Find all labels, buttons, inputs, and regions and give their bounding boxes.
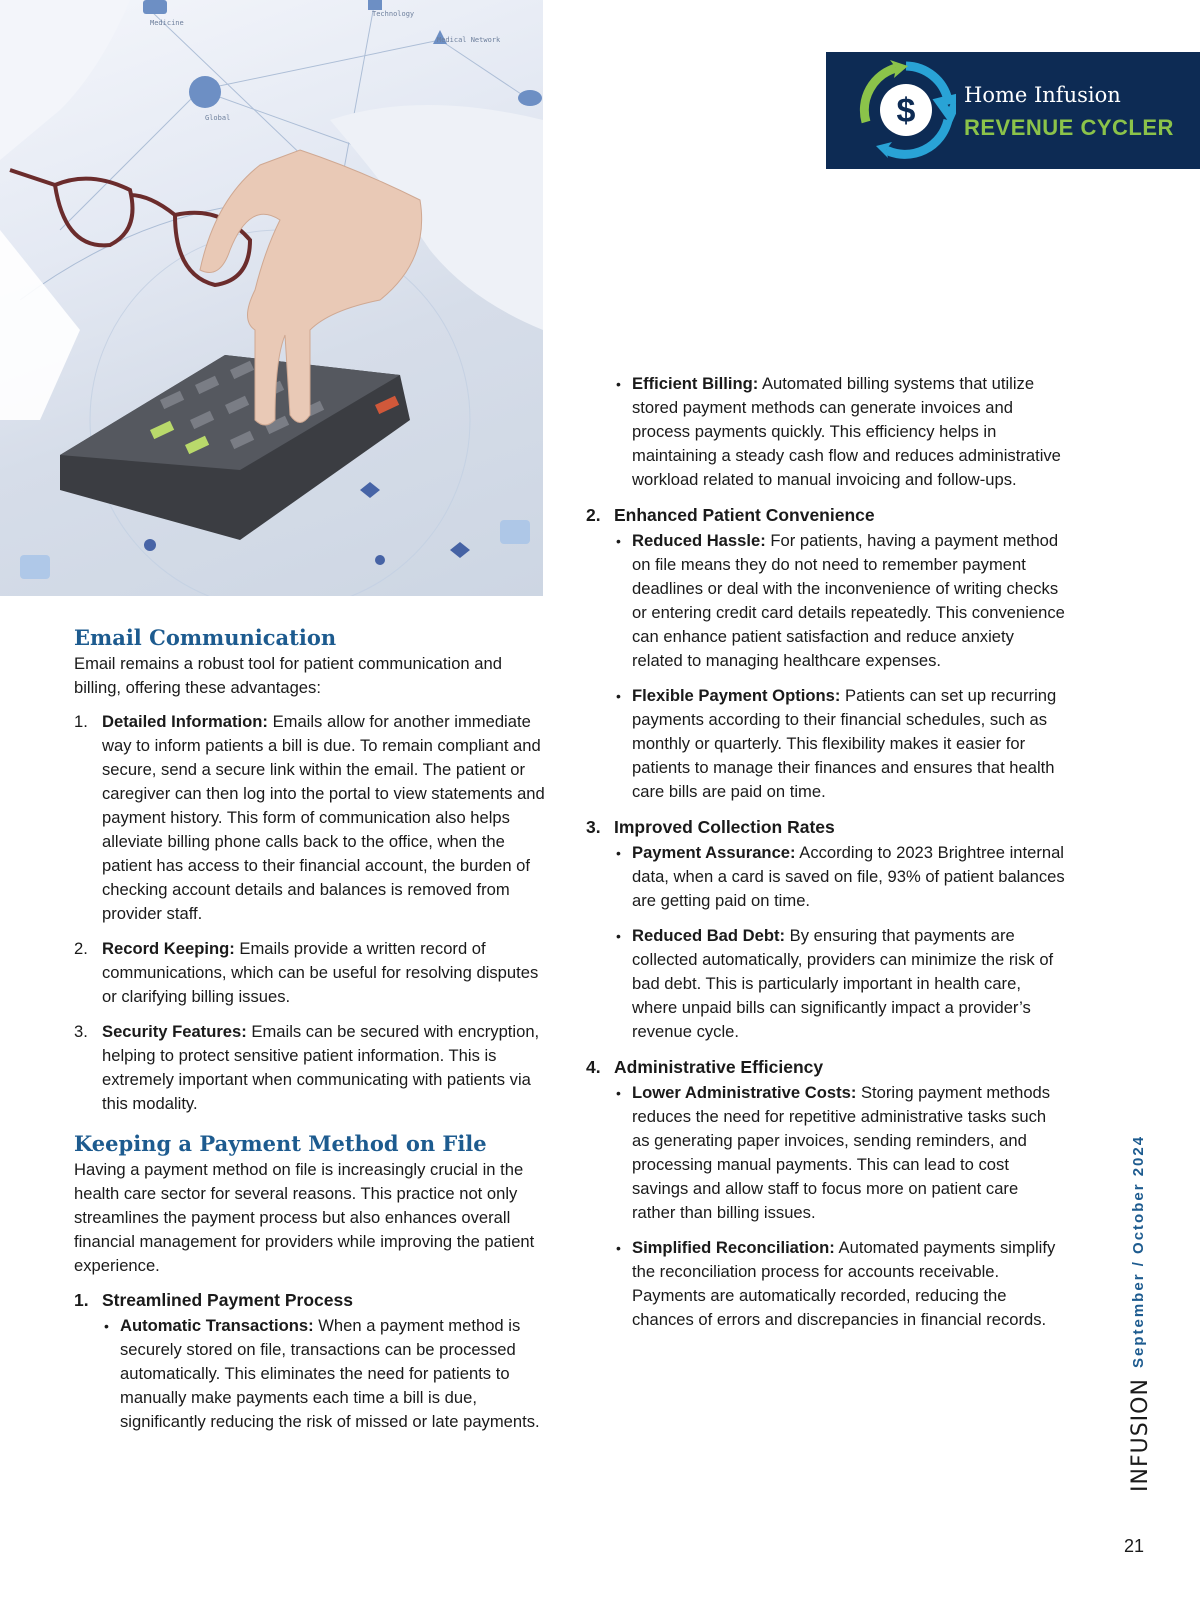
payment-method-intro: Having a payment method on file is increasingly crucial in the health care sector for several reasons. This practice not only streamlines the payment process but also enhances overall financial management for providers while improving the patient experience. (74, 1160, 535, 1275)
photo-label-network: Medical Network (437, 36, 501, 44)
email-advantages-list (74, 710, 546, 1116)
photo-label-global: Global (205, 114, 231, 122)
section-title: Enhanced Patient Convenience (614, 505, 875, 525)
list-item: 2. Record Keeping: Emails provide a written record of communications, which can be useful for resolving disputes or clarifying billing issues. (74, 939, 539, 1006)
section-streamlined-payment: 1. Streamlined Payment Process • Automatic Transactions: When a payment method is securely stored on file, transactions can be processed automatically. This eliminates the need for patients to manually make payments each time a bill is due, significantly reducing the risk of missed or late payments. (74, 1288, 546, 1434)
technology-icon (368, 0, 382, 10)
section-administrative-efficiency: 4. Administrative Efficiency • Lower Administrative Costs: Storing payment methods reduces the need for repetitive administrative tasks such as generating paper invoices, sending reminders, and processing manual payments. This can lead to cost savings and allow staff to focus more on patient care rather than billing issues. • Simplified Reconciliation: Automated payments simplify the reconciliation process for accounts receivable. Payments are automatically recorded, reducing the chances of errors and discrepancies in financial records. (586, 1055, 1066, 1332)
infusion-logo: INFUSION (1128, 1378, 1153, 1492)
bullet-list (614, 372, 1066, 492)
banner-title-line1: Home Infusion (964, 83, 1121, 107)
list-item: • Payment Assurance: According to 2023 Brightree internal data, when a card is saved on file, 93% of patient balances are getting paid on time. (614, 841, 1066, 913)
calculator-photo-illustration (0, 0, 543, 596)
photo-label-technology: Technology (372, 10, 415, 18)
section-collection-rates: 3. Improved Collection Rates • Payment Assurance: According to 2023 Brightree internal data, when a card is saved on file, 93% of patient balances are getting paid on time. • Reduced Bad Debt: By ensuring that payments are collected automatically, providers can minimize the risk of bad debt. This is particularly important in health care, where unpaid bills can significantly impact a provider’s revenue cycle. (586, 815, 1066, 1044)
revenue-cycle-dollar-icon (856, 60, 956, 160)
list-item: • Efficient Billing: Automated billing systems that utilize stored payment methods can generate invoices and process payments quickly. This efficiency helps in maintaining a steady cash flow and reduces administrative workload related to manual invoicing and follow-ups. (614, 372, 1066, 492)
list-item: • Lower Administrative Costs: Storing payment methods reduces the need for repetitive administrative tasks such as generating paper invoices, sending reminders, and processing manual payments. This can lead to cost savings and allow staff to focus more on patient care rather than billing issues. (614, 1081, 1066, 1225)
bullet-list (614, 1081, 1066, 1332)
page-number: 21 (1124, 1536, 1145, 1556)
list-item: 3. Security Features: Emails can be secured with encryption, helping to protect sensitive patient information. This is extremely important when communicating with patients via this modality. (74, 1022, 540, 1113)
eye-icon (518, 90, 542, 106)
left-column (74, 624, 546, 1445)
hero-photo (0, 0, 543, 596)
list-item: • Automatic Transactions: When a payment method is securely stored on file, transactions can be processed automatically. This eliminates the need for patients to manually make payments each time a bill is due, significantly reducing the risk of missed or late payments. (102, 1314, 546, 1434)
issue-date: September / October 2024 (1130, 1134, 1147, 1368)
medicine-icon (143, 0, 167, 14)
revenue-cycler-banner (826, 52, 1200, 169)
payment-method-heading: Keeping a Payment Method on File (74, 1131, 487, 1156)
list-item: • Reduced Hassle: For patients, having a payment method on file means they do not need to remember payment deadlines or deal with the inconvenience of writing checks or entering credit card details repeatedly. This convenience can enhance patient satisfaction and reduce anxiety related to managing healthcare expenses. (614, 529, 1066, 673)
bullet-list (614, 529, 1066, 804)
list-item: • Flexible Payment Options: Patients can set up recurring payments according to their financial schedules, such as monthly or quarterly. This flexibility makes it easier for patients to manage their finances and ensures that health care bills are paid on time. (614, 684, 1066, 804)
calculator-icon (60, 355, 410, 540)
globe-icon (189, 76, 221, 108)
svg-text:$: $ (896, 92, 916, 130)
photo-label-medicine: Medicine (150, 19, 184, 27)
section-title: Streamlined Payment Process (102, 1290, 353, 1310)
list-item: • Reduced Bad Debt: By ensuring that payments are collected automatically, providers can minimize the risk of bad debt. This is particularly important in health care, where unpaid bills can significantly impact a provider’s revenue cycle. (614, 924, 1066, 1044)
right-column (586, 370, 1066, 1343)
email-intro: Email remains a robust tool for patient communication and billing, offering these advantages: (74, 654, 502, 697)
banner-title-line2: REVENUE CYCLER (964, 115, 1174, 140)
section-title: Improved Collection Rates (614, 817, 835, 837)
section-patient-convenience: 2. Enhanced Patient Convenience • Reduced Hassle: For patients, having a payment method on file means they do not need to remember payment deadlines or deal with the inconvenience of writing checks or entering credit card details repeatedly. This convenience can enhance patient satisfaction and reduce anxiety related to managing healthcare expenses. • Flexible Payment Options: Patients can set up recurring payments according to their financial schedules, such as monthly or quarterly. This flexibility makes it easier for patients to manage their finances and ensures that health care bills are paid on time. (586, 503, 1066, 804)
email-heading: Email Communication (74, 625, 337, 650)
bullet-list (614, 841, 1066, 1044)
bullet-list (102, 1314, 546, 1434)
list-item: 1. Detailed Information: Emails allow for another immediate way to inform patients a bill is due. To remain compliant and secure, send a secure link within the email. The patient or caregiver can then log into the portal to view statements and payment history. This form of communication also helps alleviate billing phone calls back to the office, when the patient has access to their financial account, the burden of checking account details and balances is removed from provider staff. (74, 712, 545, 923)
section-title: Administrative Efficiency (614, 1057, 824, 1077)
list-item: • Simplified Reconciliation: Automated payments simplify the reconciliation process for accounts receivable. Payments are automatically recorded, reducing the chances of errors and discrepancies in financial records. (614, 1236, 1066, 1332)
